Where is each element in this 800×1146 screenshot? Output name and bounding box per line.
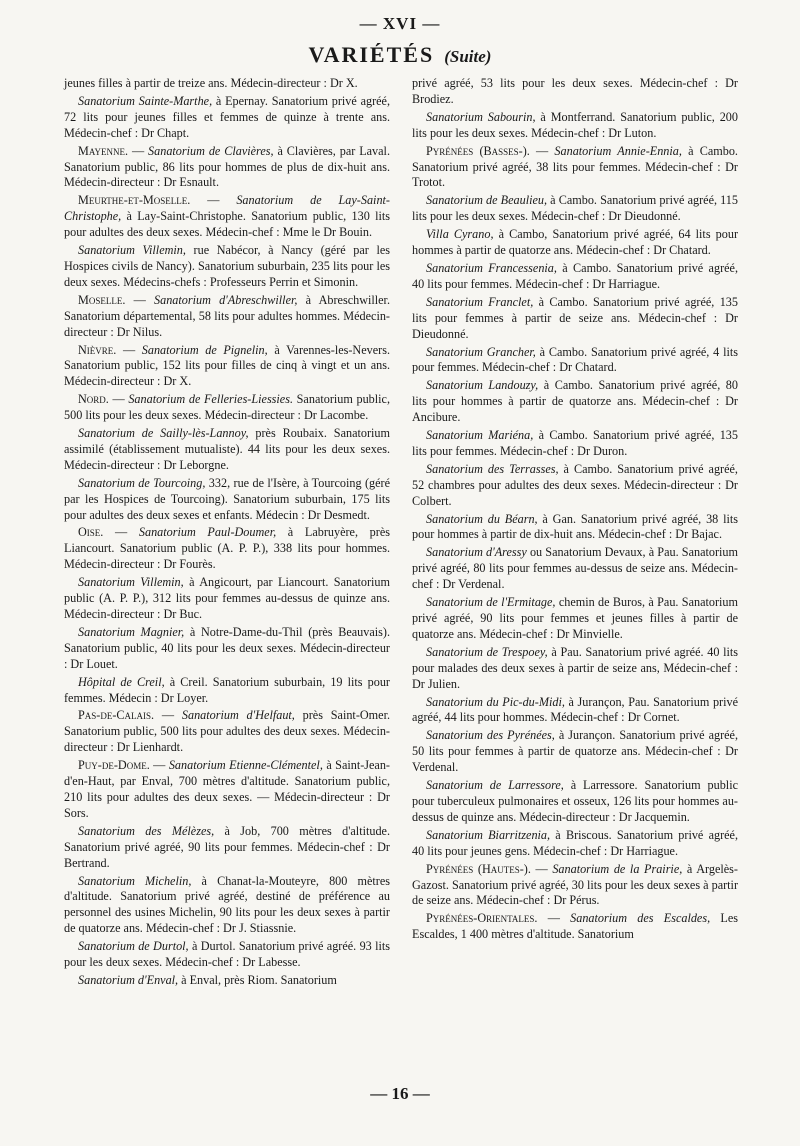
paragraph-entry	[64, 426, 390, 474]
entry-text: à Durtol. Sanatorium privé agréé. 93 lits pour les deux sexes. Médecin-chef : Dr Labesse.	[64, 939, 390, 970]
entry-text: à Briscous. Sanatorium privé agréé, 40 lits pour jeunes gens. Médecin-chef : Dr Harriague.	[412, 827, 738, 858]
establishment-name: Sanatorium Villemin,	[78, 575, 184, 590]
paragraph-entry	[64, 939, 390, 971]
establishment-name: Sanatorium de Felleries-Liessies.	[128, 392, 294, 407]
establishment-name: Sanatorium de la Prairie,	[552, 861, 683, 876]
paragraph-entry	[412, 462, 738, 510]
paragraph-entry	[412, 295, 738, 343]
establishment-name: Sanatorium Magnier,	[78, 624, 185, 639]
establishment-name: Sanatorium de Sailly-lès-Lannoy,	[78, 426, 249, 441]
establishment-name: Sanatorium Grancher,	[426, 344, 536, 359]
paragraph-entry	[412, 428, 738, 460]
establishment-name: Sanatorium d'Enval,	[78, 972, 179, 987]
entry-text: à Cambo. Sanatorium privé agréé, 135 lits pour femmes à partir de seize ans. Médecin-chef : Dr Dieudonné.	[412, 294, 738, 341]
entry-text: à Notre-Dame-du-Thil (près Beauvais). Sanatorium public, 40 lits pour les deux sexes. Médecin-directeur : Dr Louet.	[64, 624, 391, 671]
paragraph-entry	[64, 94, 390, 142]
entry-text: jeunes filles à partir de treize ans. Médecin-directeur : Dr X.	[64, 76, 358, 90]
entry-text: près Saint-Omer. Sanatorium public, 500 lits pour adultes des deux sexes. Médecin-directeur : Dr Lienhardt.	[64, 708, 390, 755]
region-heading: Pyrénées (Hautes-). —	[426, 861, 553, 876]
establishment-name: Sanatorium d'Aressy	[426, 545, 527, 560]
establishment-name: Sanatorium Mariéna,	[426, 428, 534, 443]
paragraph-entry	[64, 76, 390, 92]
establishment-name: Sanatorium Sabourin,	[426, 109, 536, 124]
entry-text: à Jurançon. Sanatorium privé agréé, 50 lits pour femmes à partir de quatorze ans. Médecin-chef : Dr Verdenal.	[412, 728, 739, 775]
paragraph-entry	[412, 227, 738, 259]
establishment-name: Sanatorium de Clavières,	[148, 143, 274, 158]
page-roman-numeral: — XVI —	[359, 14, 441, 33]
region-heading: Mayenne. —	[78, 143, 149, 158]
entry-text: à Cambo. Sanatorium privé agréé, 38 lits pour femmes. Médecin-chef : Dr Trotot.	[412, 143, 738, 190]
establishment-name: Sanatorium du Béarn,	[426, 511, 538, 526]
paragraph-entry	[64, 874, 390, 938]
paragraph-entry	[412, 193, 738, 225]
entry-text: à Abreschwiller. Sanatorium départemental, 58 lits pour adultes hommes. Médecin-directeur : Dr Nilus.	[64, 292, 390, 339]
establishment-name: Sanatorium Villemin,	[78, 243, 186, 258]
paragraph-entry	[412, 645, 738, 693]
paragraph-entry	[412, 728, 738, 776]
entry-text: à Chanat-la-Mouteyre, 800 mètres d'altitude. Sanatorium privé agréé, destiné de préférence au personnel des usines Michelin, 90 lits pour les deux sexes à partir de quatorze ans. Médecin-chef : Dr J. Stiassnie.	[64, 873, 390, 936]
entry-text: à Enval, près Riom. Sanatorium	[178, 972, 337, 987]
establishment-name: Sanatorium des Mélèzes,	[78, 823, 215, 838]
establishment-name: Sanatorium Franclet,	[426, 294, 534, 309]
region-heading: Moselle. —	[78, 292, 154, 307]
entry-text: à Montferrand. Sanatorium public, 200 lits pour les deux sexes. Médecin-chef : Dr Luton.	[412, 109, 738, 140]
establishment-name: Sanatorium Michelin,	[78, 873, 192, 888]
establishment-name: Sanatorium des Escaldes,	[570, 911, 711, 926]
paragraph-entry	[64, 708, 390, 756]
establishment-name: Sanatorium du Pic-du-Midi,	[426, 694, 565, 709]
right-column	[412, 76, 738, 945]
title-main: VARIÉTÉS	[308, 42, 435, 67]
paragraph-entry	[412, 545, 738, 593]
entry-text: à Larressore. Sanatorium public pour tuberculeux pulmonaires et osseux, 126 lits pour hommes au-dessus de quinze ans. Médecin-directeur : Dr Jacquemin.	[412, 778, 738, 824]
establishment-name: Sanatorium Sainte-Marthe,	[78, 93, 213, 108]
establishment-name: Sanatorium de Larressore,	[426, 778, 564, 793]
establishment-name: Sanatorium Annie-Ennia,	[554, 143, 682, 158]
establishment-name: Sanatorium de Trespoey,	[426, 644, 548, 659]
establishment-name: Sanatorium de Tourcoing,	[78, 475, 206, 490]
left-column	[64, 76, 390, 991]
entry-text: à Angicourt, par Liancourt. Sanatorium public (A. P. P.), 312 lits pour femmes au-dessus de quinze ans. Médecin-directeur : Dr Buc.	[64, 575, 390, 621]
establishment-name: Sanatorium de Lay-Saint-Christophe,	[64, 193, 390, 224]
region-heading: Meurthe-et-Moselle. —	[78, 193, 237, 208]
region-heading: Pyrénées (Basses-). —	[426, 143, 555, 158]
entry-text: ou Sanatorium Devaux, à Pau. Sanatorium privé agréé, 80 lits pour femmes au-dessus de seize ans. Médecin-chef : Dr Verdenal.	[412, 545, 738, 592]
establishment-name: Sanatorium des Pyrénées,	[426, 728, 555, 743]
establishment-name: Sanatorium de Pignelin,	[141, 342, 268, 357]
establishment-name: Villa Cyrano,	[426, 227, 494, 242]
region-heading: Pas-de-Calais. —	[78, 708, 182, 723]
entry-text: à Saint-Jean-d'en-Haut, par Enval, 700 mètres d'altitude. Sanatorium public, 210 lits pour adultes des deux sexes. — Médecin-directeur : Dr Sors.	[64, 758, 390, 820]
entry-text: à Jurançon, Pau. Sanatorium privé agréé, 44 lits pour hommes. Médecin-chef : Dr Cornet.	[412, 694, 738, 725]
entry-text: à Cambo. Sanatorium privé agréé, 52 chambres pour adultes des deux sexes. Médecin-directeur : Dr Colbert.	[412, 461, 738, 508]
paragraph-entry	[64, 973, 390, 989]
paragraph-entry	[64, 392, 390, 424]
entry-text: près Roubaix. Sanatorium assimilé (établissement mutualiste). 44 lits pour les deux sexes. Médecin-directeur : Dr Leborgne.	[64, 426, 390, 472]
entry-text: à Epernay. Sanatorium privé agréé, 72 lits pour jeunes filles et femmes de quinze à trente ans. Médecin-chef : Dr Chapt.	[64, 93, 390, 140]
entry-text: à Cambo. Sanatorium privé agréé, 115 lits pour les deux sexes. Médecin-chef : Dr Dieudonné.	[412, 193, 738, 224]
paragraph-entry	[64, 758, 390, 822]
entry-text: rue Nabécor, à Nancy (géré par les Hospices civils de Nancy). Sanatorium suburbain, 235 lits pour les deux sexes. Médecins-chefs : Professeurs Perrin et Simonin.	[64, 243, 390, 289]
region-heading: Nièvre. —	[78, 342, 142, 357]
establishment-name: Sanatorium de Beaulieu,	[426, 193, 548, 208]
entry-text: à Labruyère, près Liancourt. Sanatorium public (A. P. P.), 338 lits pour hommes. Médecin-directeur : Dr Fourès.	[64, 525, 390, 572]
paragraph-entry	[412, 828, 738, 860]
entry-text: à Cambo. Sanatorium privé agréé, 4 lits pour femmes. Médecin-chef : Dr Chatard.	[412, 344, 738, 375]
entry-text: à Argelès-Gazost. Sanatorium privé agréé, 30 lits pour les deux sexes à partir de seize ans. Médecin-chef : Dr Pérus.	[412, 861, 738, 908]
paragraph-entry	[412, 345, 738, 377]
entry-text: à Cambo, Sanatorium privé agréé, 64 lits pour hommes à partir de quatorze ans. Médecin-chef : Dr Chatard.	[412, 227, 738, 258]
establishment-name: Sanatorium Landouzy,	[426, 378, 539, 393]
paragraph-entry	[64, 293, 390, 341]
paragraph-entry	[64, 243, 390, 291]
entry-text: à Cambo. Sanatorium privé agréé, 40 lits pour femmes. Médecin-chef : Dr Harriague.	[412, 260, 738, 291]
paragraph-entry	[412, 512, 738, 544]
entry-text: à Varennes-les-Nevers. Sanatorium public, 152 lits pour filles de cinq à vingt et un ans. Médecin-directeur : Dr X.	[64, 342, 390, 389]
entry-text: chemin de Buros, à Pau. Sanatorium privé agréé, 90 lits pour femmes et jeunes filles à partir de quatorze ans. Médecin-chef : Dr Minvielle.	[412, 595, 738, 641]
entry-text: à Creil. Sanatorium suburbain, 19 lits pour femmes. Médecin : Dr Loyer.	[64, 674, 390, 705]
paragraph-entry	[64, 824, 390, 872]
entry-text: à Clavières, par Laval. Sanatorium public, 86 lits pour hommes de plus de dix-huit ans. Médecin-directeur : Dr Esnault.	[64, 143, 390, 190]
title-suite: (Suite)	[444, 47, 492, 66]
paragraph-entry	[64, 625, 390, 673]
establishment-name: Sanatorium Francessenia,	[426, 260, 557, 275]
establishment-name: Sanatorium Paul-Doumer,	[138, 525, 277, 540]
establishment-name: Sanatorium de Durtol,	[78, 939, 189, 954]
entry-text: à Pau. Sanatorium privé agréé. 40 lits pour malades des deux sexes à partir de seize ans, Médecin-chef : Dr Julien.	[412, 644, 739, 691]
establishment-name: Hôpital de Creil,	[78, 674, 165, 689]
entry-text: 332, rue de l'Isère, à Tourcoing (géré par les Hospices de Tourcoing). Sanatorium suburbain, 175 lits pour adultes des deux sexes et enfants. Médecin : Dr Desmedt.	[64, 475, 390, 522]
establishment-name: Sanatorium de l'Ermitage,	[426, 595, 556, 610]
entry-text: à Cambo. Sanatorium privé agréé, 80 lits pour hommes à partir de quatorze ans. Médecin-chef : Dr Ancibure.	[412, 378, 738, 425]
paragraph-entry	[412, 261, 738, 293]
region-heading: Oise. —	[78, 525, 139, 540]
establishment-name: Sanatorium d'Helfaut,	[181, 708, 295, 723]
entry-text: à Job, 700 mètres d'altitude. Sanatorium privé agréé, 90 lits pour femmes. Médecin-chef : Dr Bertrand.	[64, 823, 390, 870]
establishment-name: Sanatorium Biarritzenia,	[426, 827, 551, 842]
paragraph-entry	[412, 595, 738, 643]
entry-text: à Lay-Saint-Christophe. Sanatorium public, 130 lits pour adultes des deux sexes. Médecin-chef : Mme le Dr Bouin.	[64, 209, 390, 240]
paragraph-entry	[412, 911, 738, 943]
paragraph-entry	[412, 862, 738, 910]
paragraph-entry	[412, 378, 738, 426]
paragraph-entry	[412, 695, 738, 727]
entry-text: à Cambo. Sanatorium privé agréé, 135 lits pour femmes. Médecin-chef : Dr Duron.	[412, 428, 738, 458]
paragraph-entry	[64, 525, 390, 573]
paragraph-entry	[412, 76, 738, 108]
paragraph-entry	[64, 675, 390, 707]
paragraph-entry	[64, 476, 390, 524]
paragraph-entry	[412, 778, 738, 826]
paragraph-entry	[64, 343, 390, 391]
entry-text: à Gan. Sanatorium privé agréé, 38 lits pour hommes à partir de dix-huit ans. Médecin-chef : Dr Bajac.	[412, 511, 738, 542]
paragraph-entry	[412, 110, 738, 142]
page-title	[0, 42, 800, 68]
entry-text: Les Escaldes, 1 400 mètres d'altitude. Sanatorium	[412, 911, 738, 942]
entry-text: privé agréé, 53 lits pour les deux sexes. Médecin-chef : Dr Brodiez.	[412, 76, 738, 106]
paragraph-entry	[64, 193, 390, 241]
paragraph-entry	[412, 144, 738, 192]
establishment-name: Sanatorium Etienne-Clémentel,	[168, 758, 323, 773]
entry-text: Sanatorium public, 500 lits pour les deux sexes. Médecin-directeur : Dr Lacombe.	[64, 392, 390, 423]
page-number-footer: — 16 —	[370, 1084, 430, 1103]
establishment-name: Sanatorium d'Abreschwiller,	[154, 292, 298, 307]
region-heading: Nord. —	[78, 392, 129, 407]
region-heading: Pyrénées-Orientales. —	[426, 911, 571, 926]
region-heading: Puy-de-Dome. —	[78, 758, 169, 773]
establishment-name: Sanatorium des Terrasses,	[426, 461, 559, 476]
paragraph-entry	[64, 575, 390, 623]
paragraph-entry	[64, 144, 390, 192]
